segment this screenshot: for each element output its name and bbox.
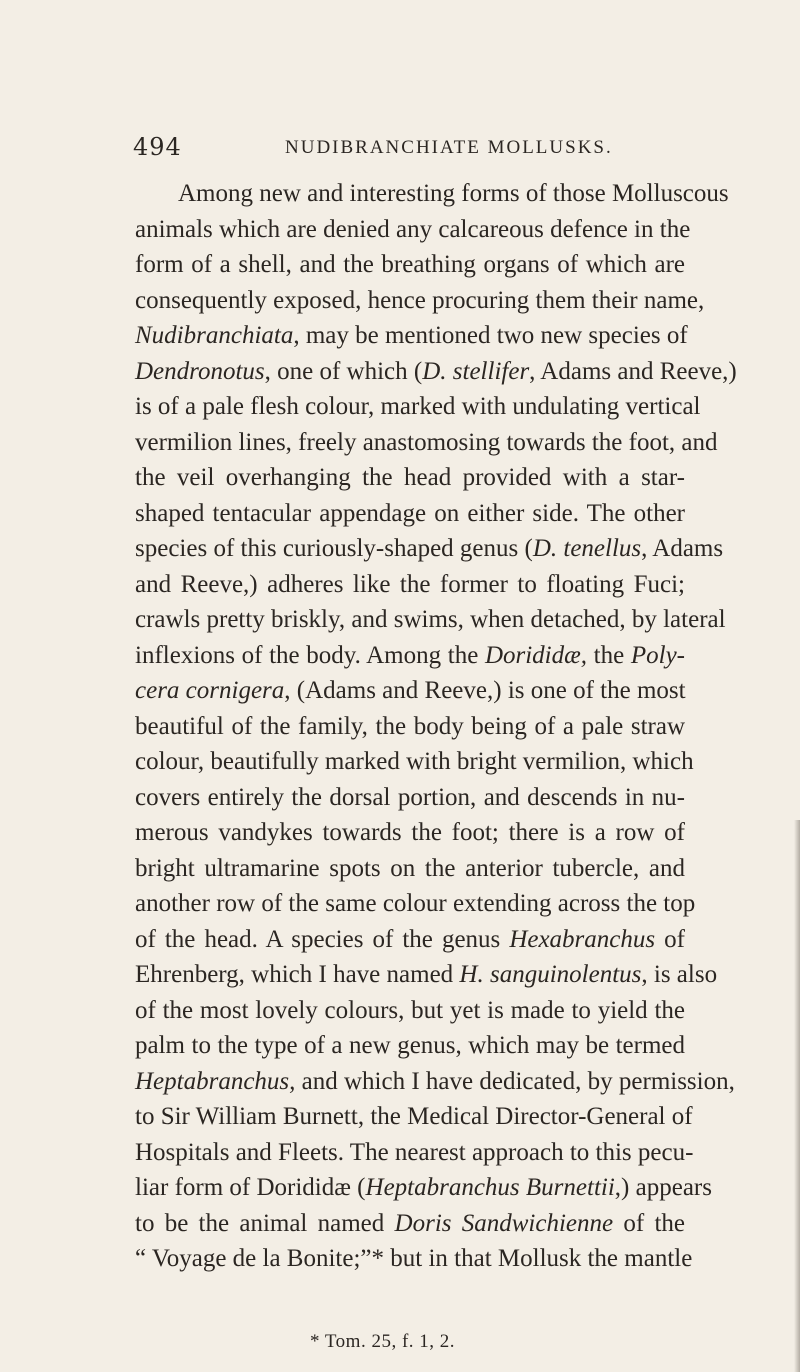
text-line: cera cornigera, (Adams and Reeve,) is one of the most [135, 677, 686, 704]
text-line: species of this curiously-shaped genus (D. tenellus, Adams [135, 535, 724, 562]
text-line: animals which are denied any calcareous defence in the [135, 215, 691, 243]
text-line: “ Voyage de la Bonite;”* but in that Mollusk the mantle [135, 1245, 693, 1272]
text-line: and Reeve,) adheres like the former to floating Fuci; [135, 570, 685, 598]
text-line: is of a pale flesh colour, marked with undulating vertical [135, 393, 701, 420]
text-line: to Sir William Burnett, the Medical Director-General of [135, 1103, 693, 1130]
text-line: shaped tentacular appendage on either side. The other [135, 499, 685, 527]
page-edge-shadow [794, 820, 800, 1372]
footnote: * Tom. 25, f. 1, 2. [310, 1331, 456, 1352]
text-line: the veil overhanging the head provided with a star- [135, 464, 685, 491]
text-line: inflexions of the body. Among the Dorididæ, the Poly- [135, 641, 685, 669]
text-line: covers entirely the dorsal portion, and descends in nu- [135, 783, 685, 811]
text-line: Heptabranchus, and which I have dedicated, by permission, [135, 1067, 735, 1095]
text-line: of the head. A species of the genus Hexabranchus of [135, 925, 685, 953]
text-line: Among new and interesting forms of those Molluscous [178, 180, 729, 207]
text-line: Hospitals and Fleets. The nearest approach to this pecu- [135, 1138, 694, 1166]
text-line: to be the animal named Doris Sandwichienne of the [135, 1209, 685, 1237]
body-text [135, 176, 737, 1277]
page-header [133, 133, 693, 167]
text-line: liar form of Dorididæ (Heptabranchus Burnettii,) appears [135, 1174, 712, 1201]
text-line: Nudibranchiata, may be mentioned two new species of [135, 322, 688, 349]
text-line: beautiful of the family, the body being of a pale straw [135, 712, 685, 740]
text-line: another row of the same colour extending across the top [135, 890, 696, 917]
text-line: Dendronotus, one of which (D. stellifer, Adams and Reeve,) [135, 357, 737, 385]
text-line: vermilion lines, freely anastomosing towards the foot, and [135, 428, 718, 456]
text-line: palm to the type of a new genus, which may be termed [135, 1032, 685, 1059]
text-line: colour, beautifully marked with bright vermilion, which [135, 748, 694, 775]
running-title: NUDIBRANCHIATE MOLLUSKS. [285, 137, 613, 158]
text-line: consequently exposed, hence procuring them their name, [135, 286, 705, 314]
text-line: Ehrenberg, which I have named H. sanguinolentus, is also [135, 961, 718, 988]
text-line: crawls pretty briskly, and swims, when detached, by lateral [135, 606, 726, 633]
text-line: bright ultramarine spots on the anterior tubercle, and [135, 854, 685, 882]
text-line: form of a shell, and the breathing organs of which are [135, 251, 685, 278]
text-line: merous vandykes towards the foot; there is a row of [135, 819, 685, 846]
page-number: 494 [133, 133, 182, 161]
text-line: of the most lovely colours, but yet is made to yield the [135, 996, 685, 1024]
